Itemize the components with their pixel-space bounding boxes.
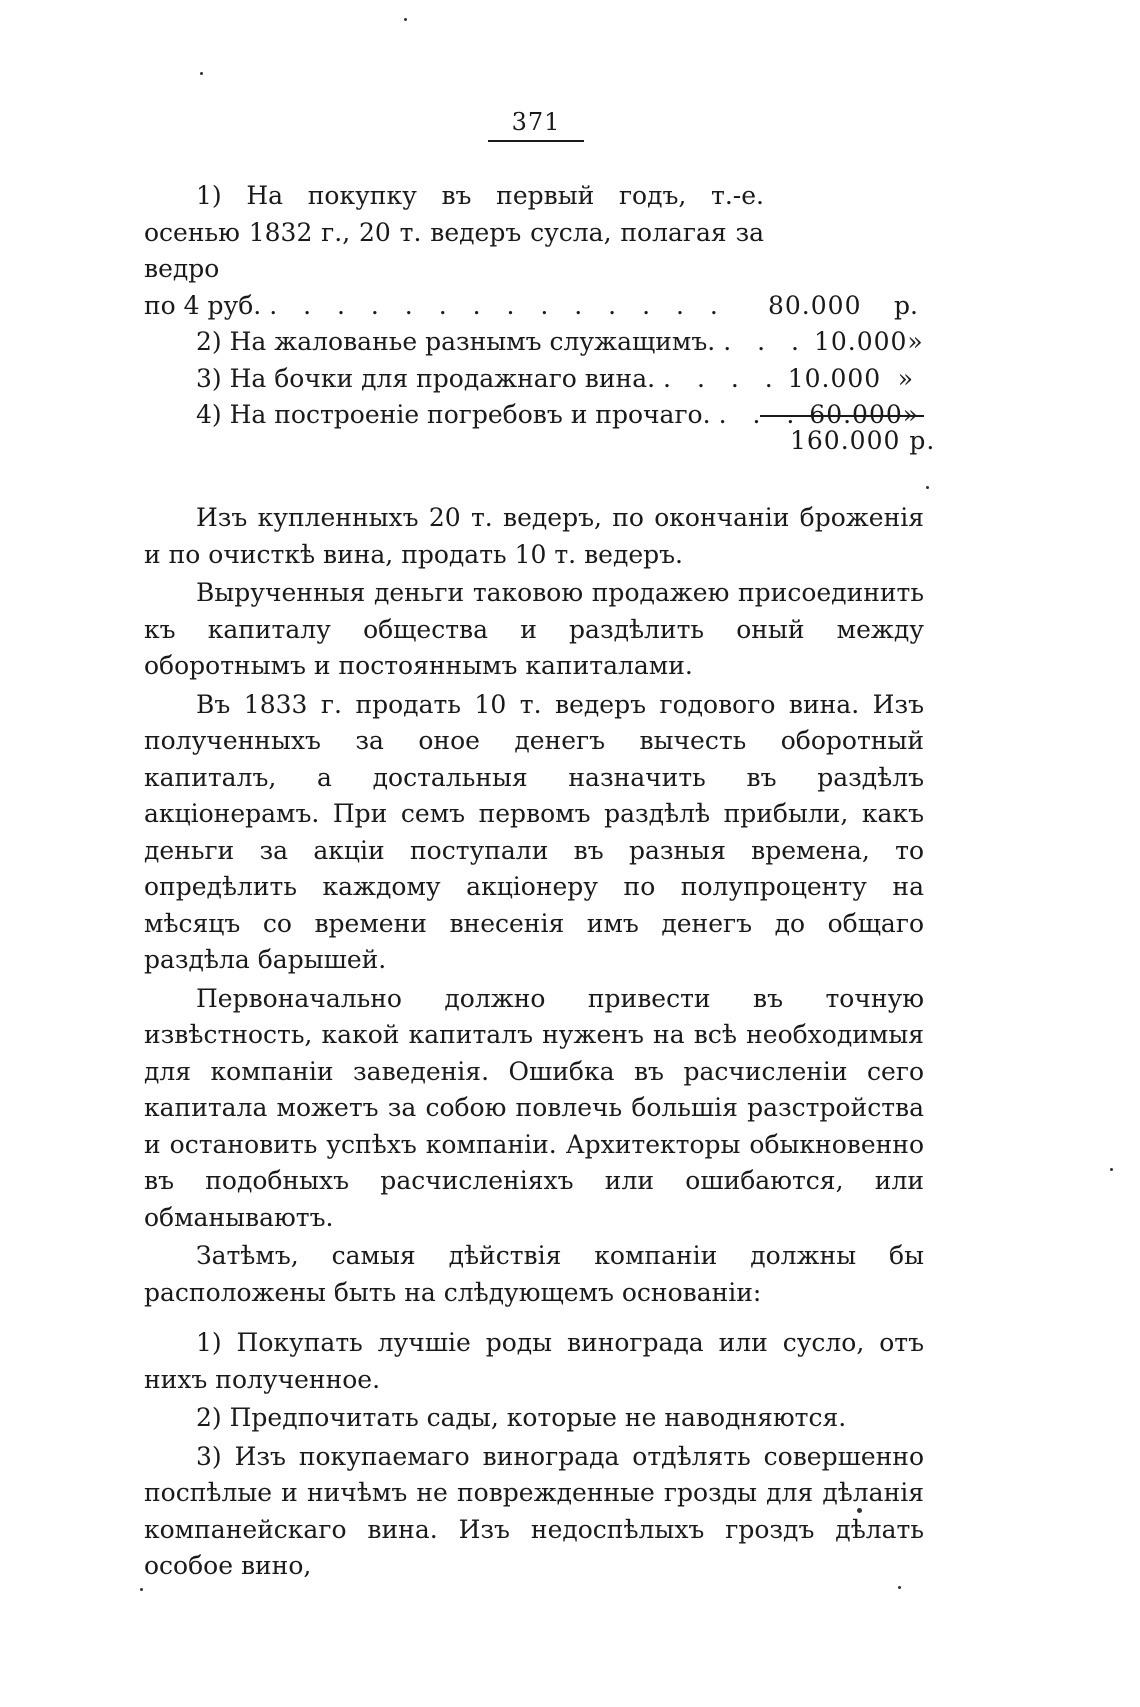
paragraph: Изъ купленныхъ 20 т. ведеръ, по окончаніи броженія и по очисткѣ вина, продать 10 т. ведеръ.	[144, 503, 924, 569]
scan-speck	[857, 1508, 862, 1513]
scan-speck	[926, 486, 929, 489]
page-number: 371	[488, 108, 584, 142]
budget-amount: 60.000	[809, 400, 903, 429]
leader-dots: . . .	[718, 400, 804, 429]
list-item: 1) Покупать лучшіе роды винограда или сусло, отъ нихъ полученное.	[144, 1328, 924, 1394]
budget-row-text: 2) На жалованье разнымъ служащимъ.	[196, 327, 716, 356]
budget-amount: 10.000	[787, 363, 882, 393]
budget-row-text: 3) На бочки для продажнаго вина.	[196, 363, 656, 393]
scan-speck	[404, 18, 407, 21]
budget-item-1-text: 1) На покупку въ первый годъ, т.-е. осенью 1832 г., 20 т. ведеръ сусла, полагая за ведро	[144, 181, 764, 283]
budget-amount: 10.000	[813, 327, 908, 356]
list-item: 3) Изъ покупаемаго винограда отдѣлять совершенно поспѣлые и ничѣмъ не поврежденные грозды для дѣланія компанейскаго вина. Изъ недоспѣлыхъ гроздъ дѣлать особое вино,	[144, 1441, 924, 1580]
budget-unit: »	[902, 400, 919, 429]
budget-unit: »	[897, 363, 914, 393]
budget-row-text: 4) На построеніе погребовъ и прочаго.	[196, 400, 711, 429]
leader-dots: . . . .	[663, 363, 782, 393]
budget-unit: »	[907, 327, 923, 356]
budget-list	[144, 178, 924, 434]
body-text	[144, 500, 924, 1585]
paragraph: Затѣмъ, самыя дѣйствія компаніи должны бы расположены быть на слѣдующемъ основаніи:	[144, 1241, 924, 1307]
budget-row-text: по 4 руб.	[144, 290, 262, 320]
budget-amount: 80.000	[768, 290, 862, 320]
budget-unit: р.	[894, 290, 918, 320]
leader-dots: . . .	[723, 327, 808, 356]
budget-row	[144, 361, 924, 398]
sum-rule	[760, 415, 924, 417]
budget-total: 160.000 р.	[790, 426, 936, 455]
scan-speck	[1110, 1168, 1113, 1171]
paragraph: Въ 1833 г. продать 10 т. ведеръ годового вина. Изъ полученныхъ за оное денегъ вычесть оборотный капиталъ, а достальныя назначить въ раздѣлъ акціонерамъ. При семъ первомъ раздѣлѣ прибыли, какъ деньги за акціи поступали въ разныя времена, то опредѣлить каждому акціонеру по полупроценту на мѣсяцъ со времени внесенія имъ денегъ до общаго раздѣла барышей.	[144, 689, 924, 974]
paragraph: Первоначально должно привести въ точную извѣстность, какой капиталъ нуженъ на всѣ необходимыя для компаніи заведенія. Ошибка въ расчисленіи сего капитала можетъ за собою повлечь большія разстройства и остановить успѣхъ компаніи. Архитекторы обыкновенно въ подобныхъ расчисленіяхъ или ошибаются, или обманываютъ.	[144, 983, 924, 1232]
list-item: 2) Предпочитать сады, которые не наводняются.	[196, 1403, 847, 1432]
paragraph: Вырученныя деньги таковою продажею присоединить къ капиталу общества и раздѣлить оный между оборотнымъ и постояннымъ капиталами.	[144, 578, 924, 680]
scan-speck	[140, 1588, 143, 1591]
budget-row	[144, 324, 924, 361]
scan-speck	[898, 1586, 901, 1589]
leader-dots: . . . . . . . . . . . . . .	[269, 290, 727, 320]
budget-row	[144, 288, 924, 325]
scan-speck	[200, 72, 203, 75]
